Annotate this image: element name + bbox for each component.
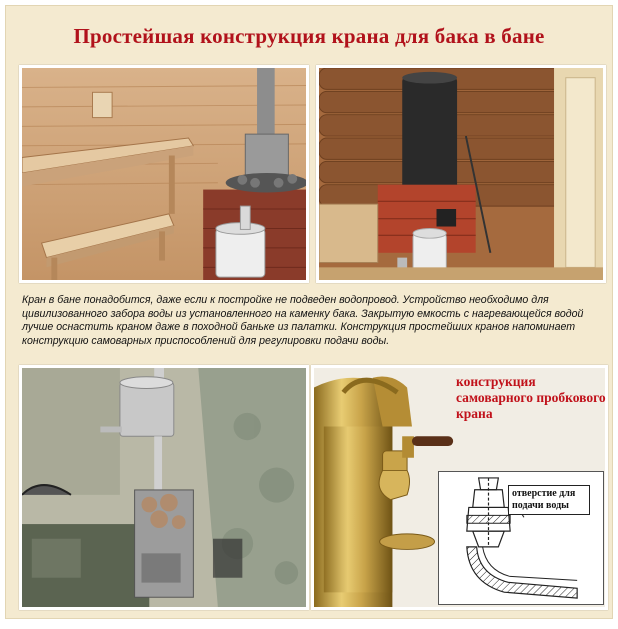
water-hole-label: отверстие для подачи воды (508, 485, 590, 515)
photo-log-sauna-stove (316, 65, 606, 283)
samovar-tap-label: конструкция самоварного пробкового крана (456, 374, 606, 421)
page-title: Простейшая конструкция крана для бака в бане (73, 24, 545, 48)
photo-sauna-interior (19, 65, 309, 283)
caption-text: Кран в бане понадобится, даже если к постройке не подведен водопровод. Устройство необходимо для цивилизованного забора воды из установленного на каменку бака. Закрытую емкость с нагревающейся водой лучше оснастить краном даже в походной баньке из палатки. Конструкция простейших кранов напоминает конструкцию самоварных приспособлений для регулировки подачи воды. (22, 294, 584, 347)
photo-tent-sauna (19, 365, 309, 610)
infographic-page (5, 5, 613, 619)
